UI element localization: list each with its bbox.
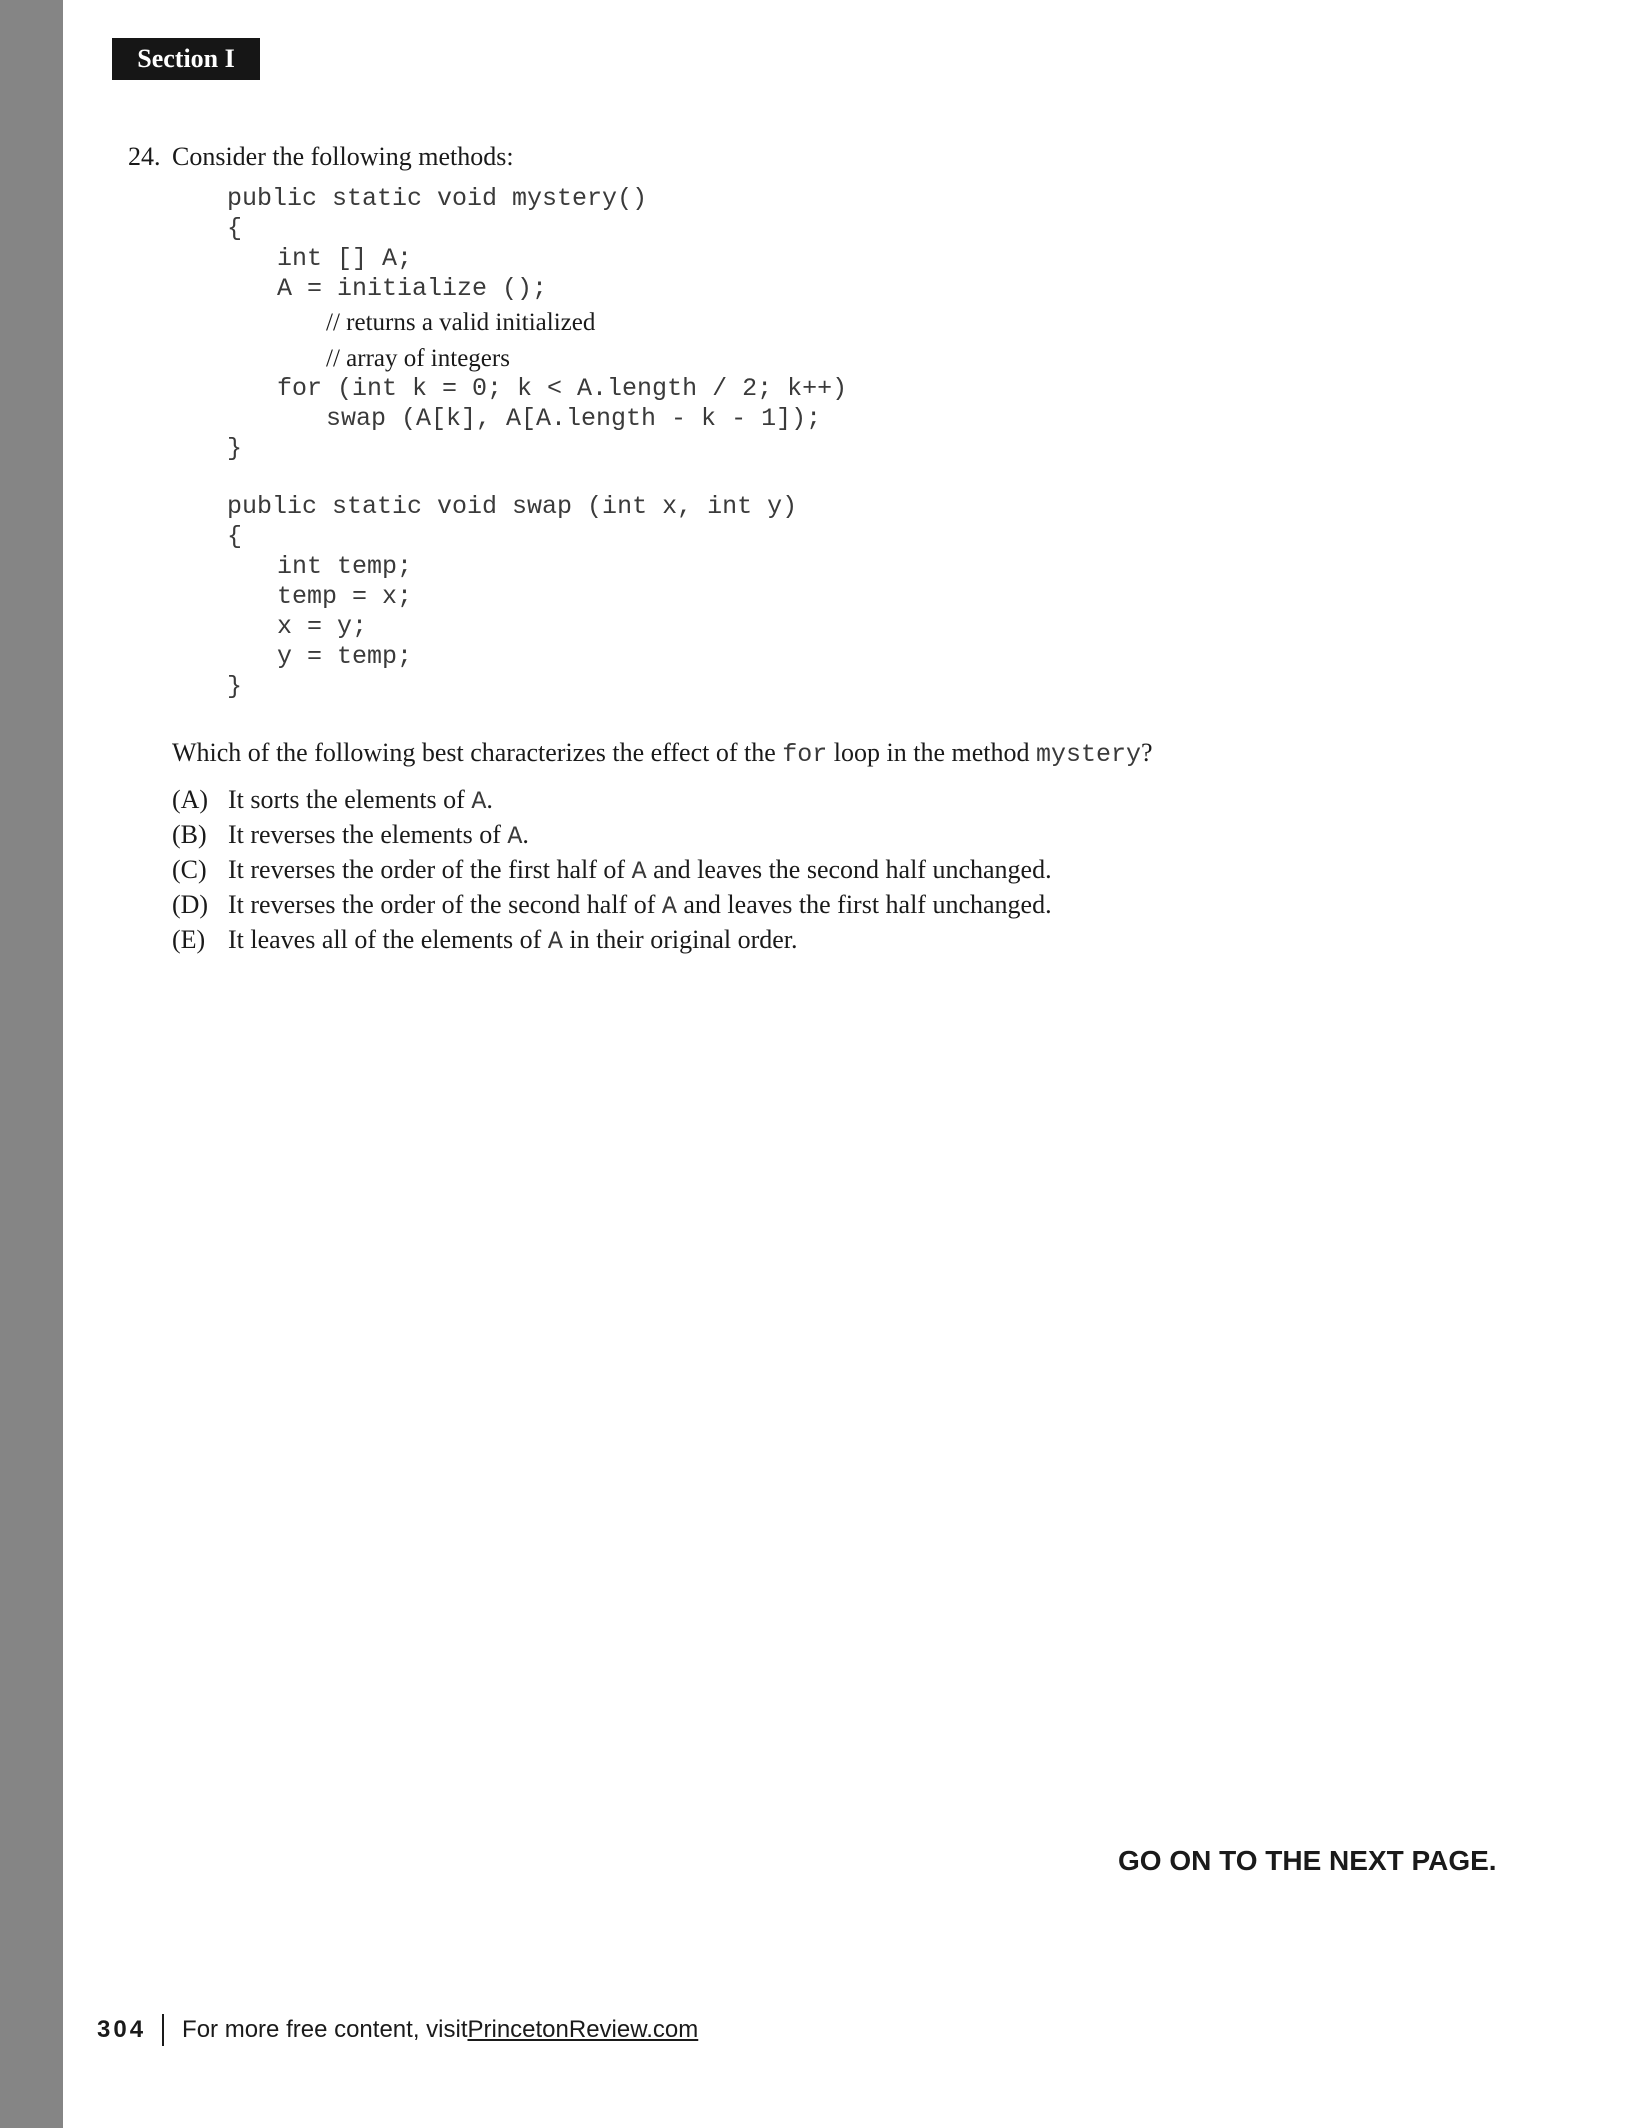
question-intro: Consider the following methods:: [172, 142, 514, 171]
choice-text: .: [486, 785, 493, 814]
answer-choice-e[interactable]: [172, 923, 798, 959]
code-declare-temp: int temp;: [277, 552, 413, 581]
code-mystery-signature: public static void mystery(): [227, 184, 648, 213]
code-initialize-array: A = initialize ();: [277, 274, 548, 303]
choice-text: .: [522, 820, 529, 849]
stem-text: ?: [1141, 738, 1153, 767]
answer-choice-c[interactable]: [172, 853, 1052, 889]
code-close-brace: }: [227, 672, 243, 701]
answer-choice-b[interactable]: [172, 818, 529, 854]
code-open-brace: {: [227, 522, 243, 551]
go-on-next-page: GO ON TO THE NEXT PAGE.: [1118, 1845, 1497, 1876]
choice-text: in their original order.: [562, 925, 798, 954]
section-label: Section I: [112, 38, 260, 80]
code-swap-signature: public static void swap (int x, int y): [227, 492, 798, 521]
page-footer: [97, 2010, 698, 2050]
stem-text: Which of the following best characterizes the effect of the: [172, 738, 783, 767]
question-number: 24.: [128, 142, 161, 171]
choice-letter: (A): [172, 785, 209, 814]
stem-code: for: [782, 740, 828, 769]
choice-text: It reverses the order of the second half of: [228, 890, 662, 919]
code-close-brace: }: [227, 434, 243, 463]
footer-divider: [162, 2014, 164, 2046]
code-comment: // returns a valid initialized: [326, 309, 596, 336]
stem-text: loop in the method: [827, 738, 1036, 767]
choice-text: It reverses the elements of: [228, 820, 508, 849]
choice-letter: (B): [172, 820, 207, 849]
answer-choice-d[interactable]: [172, 888, 1052, 924]
choice-text: It leaves all of the elements of: [228, 925, 548, 954]
code-swap-call: swap (A[k], A[A.length - k - 1]);: [326, 404, 822, 433]
choice-text: and leaves the first half unchanged.: [676, 890, 1052, 919]
answer-choice-a[interactable]: [172, 783, 493, 819]
choice-letter: (D): [172, 890, 209, 919]
code-comment: // array of integers: [326, 345, 510, 372]
question-stem: [172, 736, 1153, 772]
code-for-loop: for (int k = 0; k < A.length / 2; k++): [277, 374, 848, 403]
code-assign-y: y = temp;: [277, 642, 413, 671]
page-number: 304: [97, 2016, 147, 2043]
footer-text: For more free content, visit: [182, 2016, 468, 2043]
code-assign-x: x = y;: [277, 612, 368, 641]
choice-letter: (E): [172, 925, 206, 954]
choice-text: It sorts the elements of: [228, 785, 472, 814]
choice-code: A: [631, 857, 647, 886]
choice-code: A: [507, 822, 523, 851]
choice-code: A: [547, 927, 563, 956]
choice-code: A: [471, 787, 487, 816]
choice-letter: (C): [172, 855, 207, 884]
choice-code: A: [661, 892, 677, 921]
choice-text: and leaves the second half unchanged.: [646, 855, 1052, 884]
princeton-review-link[interactable]: PrincetonReview.com: [467, 2016, 699, 2043]
choice-text: It reverses the order of the first half of: [228, 855, 632, 884]
side-bar: [0, 0, 63, 2128]
code-open-brace: {: [227, 214, 243, 243]
code-assign-temp: temp = x;: [277, 582, 413, 611]
stem-code: mystery: [1035, 740, 1142, 769]
code-declare-array: int [] A;: [277, 244, 413, 273]
